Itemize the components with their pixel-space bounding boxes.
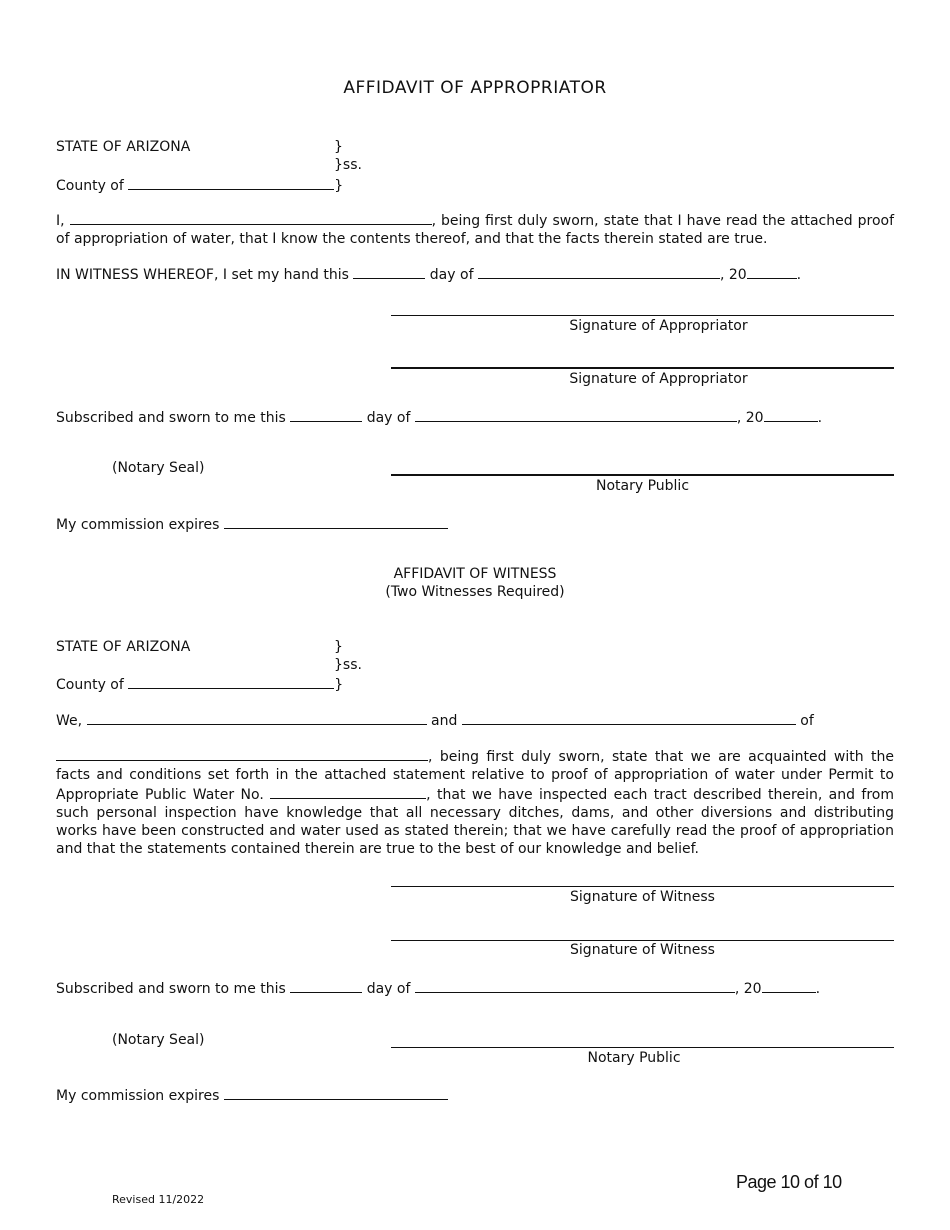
oath-prefix: I, [56, 213, 65, 229]
appropriator-title: AFFIDAVIT OF APPROPRIATOR [343, 78, 607, 98]
commission-field[interactable] [224, 514, 448, 529]
brace-top: } [334, 639, 343, 655]
subscribed-label: Subscribed and sworn to me this [56, 981, 286, 997]
appropriator-signature-line-1[interactable] [391, 315, 894, 316]
subscribed-day-field[interactable] [290, 978, 362, 993]
county-label: County of [56, 677, 124, 693]
commission-field[interactable] [224, 1085, 448, 1100]
witness-title: AFFIDAVIT OF WITNESS [393, 566, 557, 582]
whereof-day-field[interactable] [353, 264, 425, 279]
year-prefix: , 20 [736, 410, 764, 426]
revised-date: Revised 11/2022 [112, 1193, 205, 1206]
page-number: Page 10 of 10 [736, 1172, 842, 1192]
county-row [56, 674, 343, 693]
state-label: STATE OF ARIZONA [56, 639, 191, 655]
county-row [56, 175, 343, 194]
witness-oath [56, 746, 894, 858]
witness-1-name-field[interactable] [87, 710, 427, 725]
commission-row [56, 1085, 448, 1104]
witness-oath-part-1: , being first duly sworn, state that we are acquainted with the facts and conditions set forth in the attached statement relative to proof of appropriation of water under Permit to Appropriate Public Water No. [56, 749, 894, 803]
state-label: STATE OF ARIZONA [56, 139, 191, 155]
brace-bottom: } [334, 677, 344, 693]
brace-bottom: } [334, 178, 344, 194]
appropriator-oath [56, 210, 894, 248]
witness-2-name-field[interactable] [462, 710, 796, 725]
notary-seal-label: (Notary Seal) [112, 1032, 205, 1048]
notary-signature-line[interactable] [391, 1047, 894, 1048]
year-prefix: , 20 [719, 267, 747, 283]
ss-label: }ss. [334, 657, 362, 673]
witness-signature-label-1: Signature of Witness [570, 889, 715, 905]
brace-top: } [334, 139, 343, 155]
subscribed-month-field[interactable] [415, 407, 737, 422]
appropriator-subscribed-row [56, 407, 822, 426]
of-label: of [800, 713, 814, 729]
permit-number-field[interactable] [270, 784, 426, 799]
subscribed-year-field[interactable] [762, 978, 816, 993]
subscribed-label: Subscribed and sworn to me this [56, 410, 286, 426]
notary-public-label: Notary Public [587, 1050, 681, 1066]
appropriator-signature-label-1: Signature of Appropriator [569, 318, 748, 334]
witness-signature-line-2[interactable] [391, 940, 894, 941]
commission-label: My commission expires [56, 517, 220, 533]
subscribed-year-field[interactable] [764, 407, 818, 422]
oath-text: , being first duly sworn, state that I have read the attached proof of appropriation of water, that I know the contents thereof, and that the facts therein stated are true. [56, 213, 895, 247]
subscribed-month-field[interactable] [415, 978, 735, 993]
county-field[interactable] [128, 175, 334, 190]
notary-signature-line[interactable] [391, 474, 894, 476]
day-of-label: day of [366, 410, 411, 426]
period: . [796, 267, 802, 283]
whereof-month-field[interactable] [478, 264, 720, 279]
witness-subtitle: (Two Witnesses Required) [385, 584, 565, 600]
we-label: We, [56, 713, 83, 729]
and-label: and [431, 713, 458, 729]
witness-whereof-row [56, 264, 801, 283]
appropriator-name-field[interactable] [70, 210, 432, 225]
appropriator-signature-line-2[interactable] [391, 367, 894, 369]
witness-residence-field[interactable] [56, 746, 428, 761]
appropriator-signature-label-2: Signature of Appropriator [569, 371, 748, 387]
notary-public-label: Notary Public [595, 478, 690, 494]
witness-oath-part-2: , that we have inspected each tract described therein, and from such personal inspection have knowledge that all necessary ditches, dams, and other diversions and distributing works have been constructed and water used as stated therein; that we have carefully read the proof of appropriation and that the statements contained therein are true to the best of our knowledge and belief. [56, 787, 894, 857]
subscribed-day-field[interactable] [290, 407, 362, 422]
county-field[interactable] [128, 674, 334, 689]
day-of-label: day of [366, 981, 411, 997]
witness-whereof-label: IN WITNESS WHEREOF, I set my hand this [56, 267, 349, 283]
whereof-year-field[interactable] [747, 264, 797, 279]
commission-label: My commission expires [56, 1088, 220, 1104]
day-of-label: day of [429, 267, 474, 283]
notary-seal-label: (Notary Seal) [112, 460, 205, 476]
witness-signature-label-2: Signature of Witness [570, 942, 715, 958]
year-prefix: , 20 [734, 981, 762, 997]
commission-row [56, 514, 448, 533]
period: . [815, 981, 821, 997]
county-label: County of [56, 178, 124, 194]
period: . [817, 410, 823, 426]
witness-names-row [56, 710, 814, 729]
ss-label: }ss. [334, 157, 362, 173]
witness-subscribed-row [56, 978, 820, 997]
witness-signature-line-1[interactable] [391, 886, 894, 887]
